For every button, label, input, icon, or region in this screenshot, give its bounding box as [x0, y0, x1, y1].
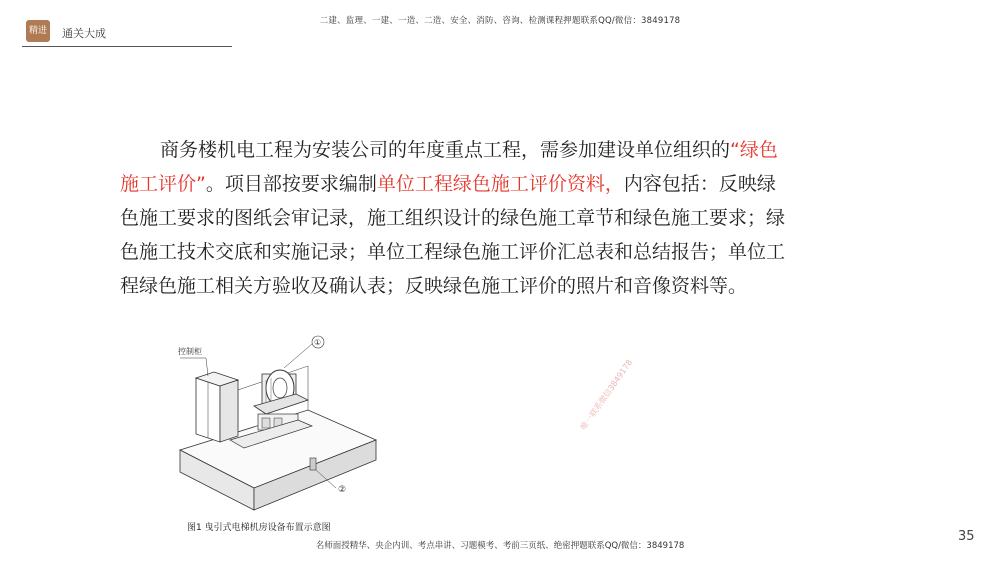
watermark: 唯一联系微信3849178 [578, 358, 635, 432]
marker-1: ① [314, 338, 322, 347]
marker-2: ② [338, 485, 347, 495]
control-cabinet-label: 控制柜 [178, 347, 202, 356]
bottom-banner: 名师面授精华、央企内训、考点串讲、习题模考、考前三页纸、绝密押题联系QQ/微信：3849178 [315, 541, 685, 551]
paragraph-tail: 内容包括：反映绿色施工要求的图纸会审记录，施工组织设计的绿色施工章节和绿色施工要求；绿色施工技术交底和实施记录；单位工程绿色施工评价汇总表和总结报告；单位工程绿色施工相关方验收及确认表；反映绿色施工评价的照片和音像资料等。 [120, 173, 786, 297]
top-banner: 二建、监理、一建、一造、二造、安全、消防、咨询、检测课程押题联系QQ/微信：3849178 [319, 16, 681, 26]
paragraph-lead: 商务楼机电工程为安装公司的年度重点工程，需参加建设单位组织的 [160, 139, 731, 161]
paragraph-mid: 。项目部按要求编制 [205, 173, 377, 195]
diagram-drawing [158, 330, 398, 515]
elevator-machine-room-diagram [158, 330, 398, 515]
page-number: 35 [958, 529, 975, 544]
header-divider [22, 46, 232, 47]
control-cabinet-side [220, 380, 238, 442]
brand-title: 通关大成 [62, 27, 106, 40]
quote-highlight: “绿色施工评价” [120, 139, 778, 195]
logo-badge: 精进 [26, 20, 50, 42]
speed-governor [310, 458, 316, 470]
figure-caption: 图1 曳引式电梯机房设备布置示意图 [187, 523, 331, 533]
main-paragraph [120, 133, 790, 303]
document-highlight: 单位工程绿色施工评价资料， [376, 173, 624, 195]
